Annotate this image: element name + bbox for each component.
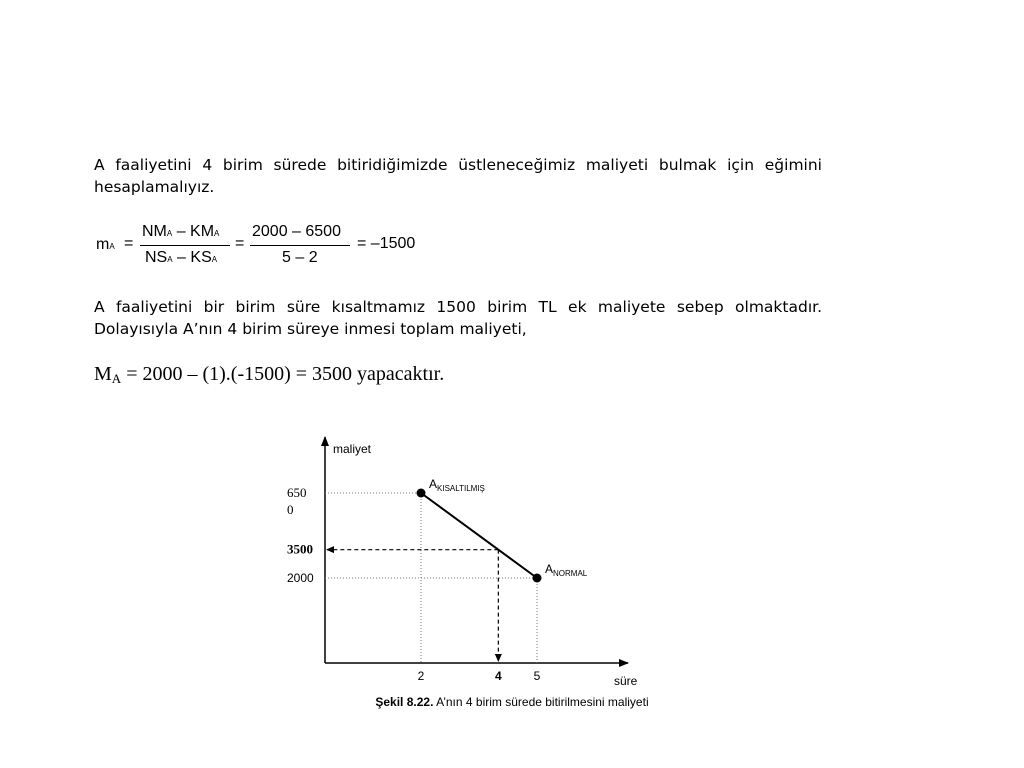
cost-line <box>421 493 537 578</box>
formula-num2: 2000 – 6500 <box>252 223 341 240</box>
formula-lhs: mA <box>96 236 115 253</box>
formula-den2: 5 – 2 <box>282 249 318 266</box>
formula-den1: NSA – KSA <box>145 249 218 266</box>
point-normal <box>533 574 542 583</box>
point-label-kisaltilmi: $A_{KISALTILMIŞ}$ <box>429 477 485 493</box>
formula-result: = –1500 <box>357 235 416 252</box>
x-tick-label-2: 2 <box>417 669 425 683</box>
x-tick-label-5: 5 <box>533 669 541 683</box>
figure-caption <box>0 695 1024 709</box>
caption-text: A’nın 4 birim sürede bitirilmesini maliyeti <box>433 695 649 709</box>
y-tick-label-2000: 2000 <box>287 571 314 585</box>
result-equation: $M_A = 2000 - (1).(-1500) = 3500$ yapacaktır. <box>94 363 445 386</box>
point-kisaltilmi <box>417 489 426 498</box>
caption-number: Şekil 8.22. <box>375 695 434 709</box>
x-axis-label: süre <box>614 674 638 688</box>
intro-paragraph: A faaliyetini 4 birim sürede bitiridiğimizde üstleneceğimiz maliyeti bulmak için eğimini hesaplamalıyız. <box>94 156 822 196</box>
formula-num1: NMA – KMA <box>142 223 220 240</box>
formula-eq-1: = <box>124 235 134 252</box>
y-tick-label-3500: 3500 <box>287 541 313 557</box>
y-tick-label-6500: 650 0 <box>287 485 307 517</box>
formula-eq-2: = <box>235 235 245 252</box>
y-axis-label: maliyet <box>333 442 372 456</box>
point-label-normal: $A_{NORMAL}$ <box>545 562 588 578</box>
explanation-paragraph: A faaliyetini bir birim süre kısaltmamız 1500 birim TL ek maliyete sebep olmaktadır. Dolayısıyla A’nın 4 birim süreye inmesi toplam maliyeti, <box>94 298 822 338</box>
x-tick-label-4: 4 <box>494 669 502 683</box>
